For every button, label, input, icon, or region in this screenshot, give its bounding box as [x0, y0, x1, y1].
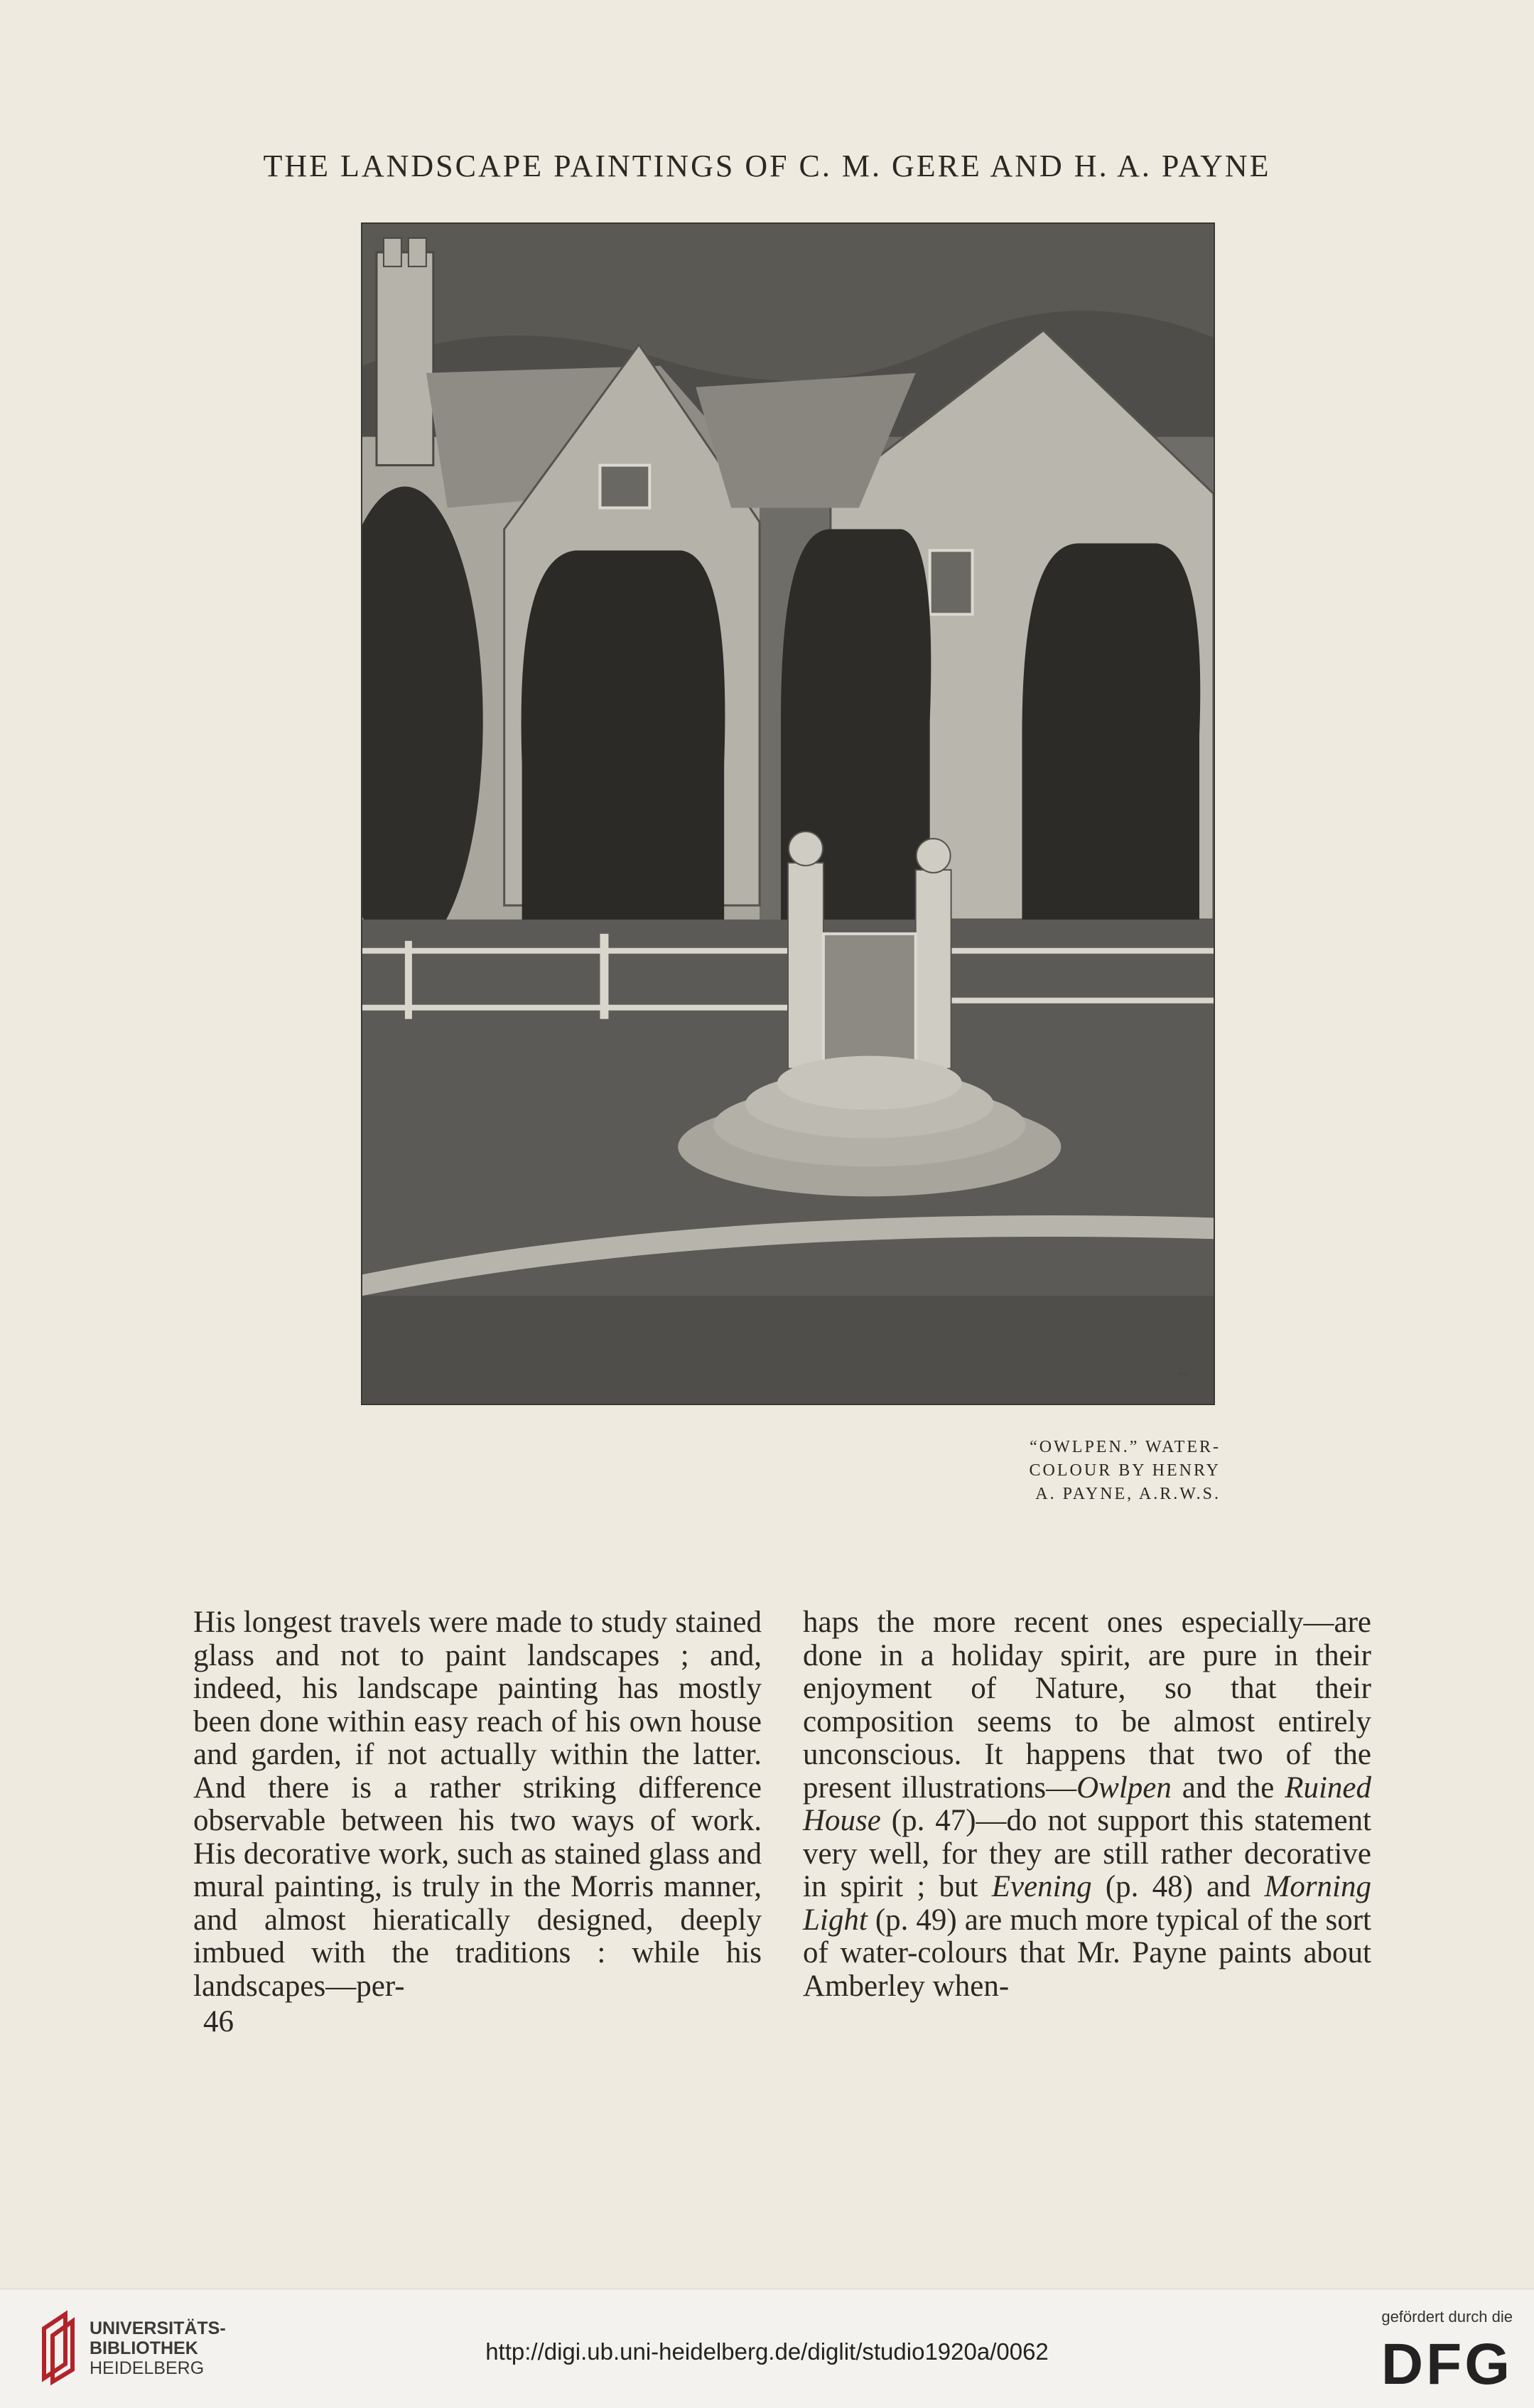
- caption-line: “OWLPEN.” WATER-: [1030, 1438, 1221, 1456]
- running-head: THE LANDSCAPE PAINTINGS OF C. M. GERE AND H. A. PAYNE: [263, 149, 1271, 183]
- permalink-url[interactable]: http://digi.ub.uni-heidelberg.de/diglit/studio1920a/0062: [485, 2338, 1049, 2365]
- text-column-left: [193, 1606, 762, 2003]
- text-run: (p. 48) and: [1091, 1870, 1265, 1903]
- page-number: 46: [203, 2005, 234, 2038]
- text-column-right: [803, 1606, 1371, 2003]
- dfg-logo: DFG: [1381, 2332, 1513, 2397]
- italic-title: Ruined House: [803, 1770, 1371, 1837]
- italic-title: Evening: [991, 1870, 1092, 1903]
- plate-caption: [952, 1436, 1221, 1506]
- paragraph-left: His longest travels were made to study stained glass and not to paint landscapes ; and, indeed, his landscape painting has mostly been done within easy reach of his own house and garden, if not actually within the latter. And there is a rather striking difference observable between his two ways of work. His decorative work, such as stained glass and mural painting, is truly in the Morris manner, and almost hieratically designed, deeply imbued with the traditions : while his landscapes—per-: [193, 1606, 762, 2003]
- library-name-line: UNIVERSITÄTS-: [90, 2318, 226, 2338]
- text-run: (p. 49) are much more typical of the sort of water-colours that Mr. Payne paints about Amberley when-: [803, 1903, 1371, 2003]
- caption-line: COLOUR BY HENRY: [1029, 1461, 1221, 1480]
- paragraph-right: [803, 1606, 1371, 2003]
- text-run: (p. 47)—do not support this statement very well, for they are still rather decorative in spirit ; but: [803, 1804, 1371, 1903]
- watercolour-plate: [362, 224, 1214, 1404]
- funding-note: gefördert durch die: [1381, 2308, 1513, 2326]
- owlpen-illustration: [361, 222, 1215, 1405]
- library-name-line: BIBLIOTHEK: [90, 2338, 198, 2358]
- artist-signature: ~: [1177, 1364, 1188, 1385]
- italic-title: Morning Light: [803, 1870, 1371, 1937]
- italic-title: Owlpen: [1076, 1770, 1172, 1805]
- text-run: haps the more recent ones especially—are done in a holiday spirit, are pure in their enjoyment of Nature, so that their composition seems to be almost entirely unconscious. It happens that two of the present illustrations—: [803, 1606, 1371, 1805]
- text-run: and the: [1171, 1770, 1285, 1805]
- library-name-line: HEIDELBERG: [90, 2358, 205, 2378]
- caption-line: A. PAYNE, A.R.W.S.: [1035, 1485, 1221, 1503]
